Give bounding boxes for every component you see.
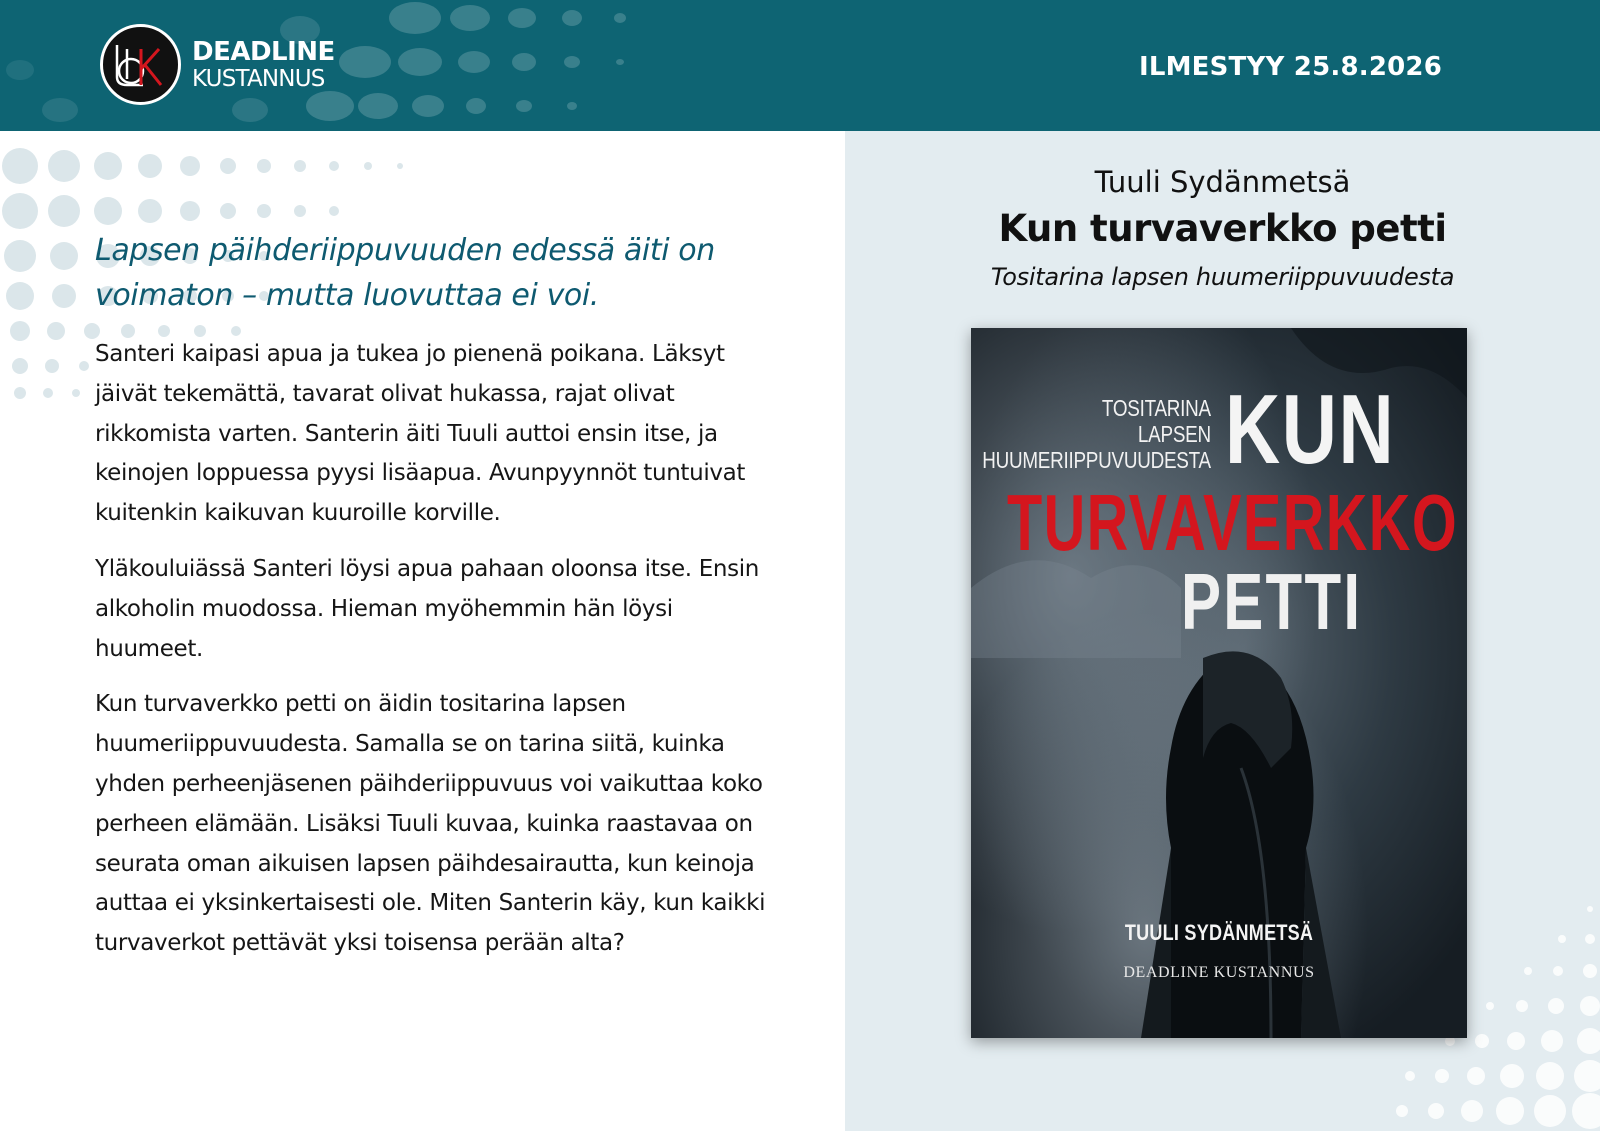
paragraph-3: Kun turvaverkko petti on äidin tositarina lapsen huumeriippuvuudesta. Samalla se on tarina siitä, kuinka yhden perheenjäsenen päihderiippuvuus voi vaikuttaa koko perheen elämään. Lisäksi Tuuli kuvaa, kuinka raastavaa on seurata oman aikuisen lapsen päihdesairautta, kun keinoja auttaa ei yksinkertaisesti ole. Miten Santerin käy, kun kaikki turvaverkot pettävät yksi toisensa perään alta? <box>95 691 766 957</box>
logo-line-2: KUSTANNUS <box>192 65 325 92</box>
book-subtitle: Tositarina lapsen huumeriippuvuudesta <box>990 263 1455 291</box>
book-cover <box>971 328 1467 1038</box>
cover-title-kun: KUN <box>1225 374 1396 484</box>
cover-tagline-line-1: TOSITARINA <box>1102 395 1211 421</box>
description-column <box>95 228 775 980</box>
release-date: ILMESTYY 25.8.2026 <box>1138 52 1442 82</box>
cover-author: TUULI SYDÄNMETSÄ <box>1124 920 1314 945</box>
cover-title-petti: PETTI <box>1181 557 1363 646</box>
paragraph-2: Yläkouluiässä Santeri löysi apua pahaan oloonsa itse. Ensin alkoholin muodossa. Hieman myöhemmin hän löysi huumeet. <box>95 555 760 662</box>
description-body <box>95 335 775 964</box>
cover-tagline-line-2: LAPSEN <box>1138 421 1211 447</box>
lead-text: Lapsen päihderiippuvuuden edessä äiti on voimaton – mutta luovuttaa ei voi. <box>95 233 715 313</box>
book-panel <box>845 131 1600 1131</box>
logo-line-1: DEADLINE <box>192 36 335 67</box>
book-title: Kun turvaverkko petti <box>998 207 1447 250</box>
cover-publisher: DEADLINE KUSTANNUS <box>1123 964 1315 981</box>
paragraph-1: Santeri kaipasi apua ja tukea jo pienenä poikana. Läksyt jäivät tekemättä, tavarat olivat hukassa, rajat olivat rikkomista varten. Santerin äiti Tuuli auttoi ensin itse, ja keinojen loppuessa pyysi lisäapua. Avunpyynnöt tuntuivat kuitenkin kaikuvan kuuroille korville. <box>95 341 746 527</box>
header-banner <box>0 0 1600 131</box>
cover-title-turvaverkko: TURVAVERKKO <box>1007 478 1459 567</box>
logo-emblem <box>100 24 181 105</box>
publisher-logo[interactable] <box>100 24 335 105</box>
book-author: Tuuli Sydänmetsä <box>1094 165 1351 199</box>
cover-tagline <box>982 395 1211 473</box>
cover-tagline-line-3: HUUMERIIPPUVUUDESTA <box>982 447 1211 473</box>
